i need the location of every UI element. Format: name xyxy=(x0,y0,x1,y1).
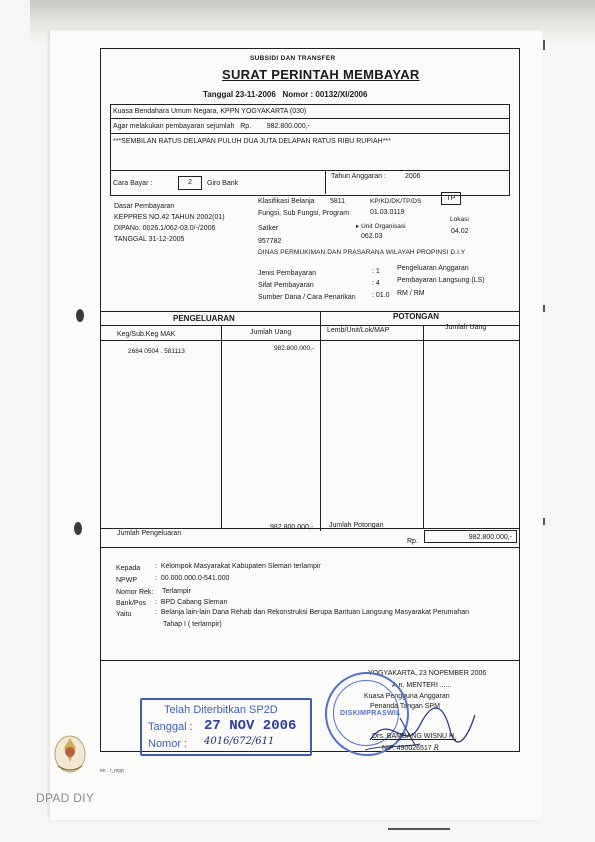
total-label: Jumlah Pengeluaran xyxy=(117,530,182,537)
colon: : xyxy=(155,599,157,606)
cara-bayar-text: Giro Bank xyxy=(207,180,239,187)
form-title: SURAT PERINTAH MEMBAYAR xyxy=(222,67,420,82)
klasifikasi-value: 5811 xyxy=(330,198,346,205)
stamp-line1: Telah Diterbitkan SP2D xyxy=(164,704,278,716)
colon: : xyxy=(155,609,157,616)
terbilang-text: ***SEMBILAN RATUS DELAPAN PULUH DUA JUTA DELAPAN RATUS RIBU RUPIAH*** xyxy=(113,138,391,145)
dasar-line: TANGGAL 31-12-2005 xyxy=(114,236,185,243)
rp-label: Rp. xyxy=(407,538,418,545)
klasifikasi-label: Klasifikasi Belanja xyxy=(258,198,315,205)
satker-value: 957782 xyxy=(258,238,282,245)
stamp-tanggal-label: Tanggal : xyxy=(148,721,193,733)
jenis-text: Pengeluaran Anggaran xyxy=(397,265,469,272)
dasar-line: KEPPRES NO.42 TAHUN 2002(01) xyxy=(114,214,225,221)
fungsi-label: Fungsi, Sub Fungsi, Program xyxy=(258,210,350,217)
agar-line xyxy=(113,123,310,130)
fungsi-value: 01.03.0119 xyxy=(370,209,405,216)
table-col xyxy=(423,325,424,528)
agar-rp: Rp. xyxy=(240,123,252,130)
yogyakarta-emblem-logo xyxy=(50,728,90,776)
sp2d-stamp xyxy=(140,698,312,756)
stamp-nomor-label: Nomor : xyxy=(148,738,188,750)
norek-value: Terlampir xyxy=(162,588,191,595)
bank-text: BPD Cabang Sleman xyxy=(160,599,228,606)
yaitu-value xyxy=(155,609,469,616)
kepada-value xyxy=(155,563,321,570)
form-subtitle: SUBSIDI DAN TRANSFER xyxy=(250,55,336,62)
yaitu-label: Yaitu xyxy=(116,611,132,618)
tanggal-label: Tanggal xyxy=(203,90,234,99)
kode-label: KP/KD/DK/TP/DS xyxy=(370,198,422,205)
dasar-label: Dasar Pembayaran xyxy=(114,203,175,210)
unit-org-text: Unit Organisasi xyxy=(361,223,406,230)
sign-kuasa: Kuasa Pengguna Anggaran xyxy=(364,693,450,700)
table-col xyxy=(320,311,321,531)
sign-nip xyxy=(382,744,439,752)
jenis-label: Jenis Pembayaran xyxy=(258,270,316,277)
bank-label: Bank/Pos xyxy=(116,600,146,607)
sign-penanda: Penanda Tangan SPM xyxy=(370,703,440,710)
dinas-name: DINAS PERMUKIMAN DAN PRASARANA WILAYAH PROPINSI D.I.Y xyxy=(258,249,466,256)
row-keg: 2684 0504 . 581113 xyxy=(128,348,185,355)
potongan-header: POTONGAN xyxy=(393,312,440,321)
cara-bayar-code: 2 xyxy=(178,176,202,190)
stamp-nomor-value: 4016/672/611 xyxy=(204,736,275,747)
agar-label: Agar melakukan pembayaran sejumlah xyxy=(113,123,235,130)
col-jumlah-potongan: Jumlah Uang xyxy=(445,324,487,331)
bottom-mark xyxy=(388,828,450,830)
tanggal-value: 23-11-2006 xyxy=(235,90,276,99)
punch-hole-top xyxy=(76,309,84,322)
kuasa-bendahara: Kuasa Bendahara Umum Negara, KPPN YOGYAKARTA (030) xyxy=(113,108,307,115)
col-jumlah: Jumlah Uang xyxy=(250,329,292,336)
unit-organisasi-label: ▸ Unit Organisasi xyxy=(356,223,406,230)
sifat-code: : 4 xyxy=(372,280,380,287)
kepada-text: Kelompok Masyarakat Kabupaten Sleman terlampir xyxy=(160,563,321,570)
norek-label: Nomor Rek: xyxy=(116,589,154,596)
total-value: 982.800.000,- xyxy=(270,524,314,531)
npwp-value xyxy=(155,575,229,582)
table-col xyxy=(221,325,222,528)
form-date-line xyxy=(203,90,367,99)
table-divider xyxy=(101,547,519,548)
divider xyxy=(325,170,326,194)
dasar-line: DIPANo. 0026.1/062-03.0/-/2006 xyxy=(114,225,216,232)
kepada-label: Kepada xyxy=(116,565,141,572)
row-amount: 982.800.000,- xyxy=(274,345,315,352)
npwp-label: NPWP xyxy=(116,577,137,584)
edge-mark xyxy=(543,305,545,312)
sumber-label: Sumber Dana / Cara Penarikan xyxy=(258,294,356,301)
col-keg: Keg/Sub.Keg MAK xyxy=(117,331,176,338)
npwp-text: 00.000.000.0-541.000 xyxy=(160,575,230,582)
footer-small-text: en . r_mpp xyxy=(100,768,124,774)
edge-mark xyxy=(543,518,545,525)
watermark-text: DPAD DIY xyxy=(36,791,95,805)
sign-name: Drs. BAMBANG WISNU H. xyxy=(372,733,457,740)
tahun-anggaran-label: Tahun Anggaran : xyxy=(331,173,386,180)
kode-value: TP xyxy=(441,192,461,205)
cara-bayar-label: Cara Bayar : xyxy=(113,180,153,187)
divider xyxy=(110,170,509,171)
sifat-text: Pembayaran Langsung (LS) xyxy=(397,277,485,284)
lokasi-value: 04.02 xyxy=(451,228,469,235)
table-divider xyxy=(101,340,519,341)
edge-mark xyxy=(543,40,545,50)
sumber-text: RM / RM xyxy=(397,290,425,297)
sign-place-date: YOGYAKARTA, 23 NOPEMBER 2006 xyxy=(368,670,487,677)
pengeluaran-header: PENGELUARAN xyxy=(173,314,235,323)
sign-an: A.n. MENTERI ...... xyxy=(392,682,452,689)
nip-mark: R xyxy=(433,744,439,752)
col-lemb: Lemb/Unit/Lok/MAP xyxy=(327,327,390,334)
nip-text: NIP. 490026517 xyxy=(382,745,432,752)
colon: : xyxy=(155,575,157,582)
punch-hole-bottom xyxy=(74,522,82,535)
jenis-code: : 1 xyxy=(372,268,380,275)
tahun-anggaran-value: 2006 xyxy=(405,173,421,180)
potongan-label: Jumlah Potongan xyxy=(329,522,384,529)
stamp-tanggal-value: 27 NOV 2006 xyxy=(204,718,297,734)
divider xyxy=(110,118,509,119)
yaitu-line2: Tahap I ( terlampir) xyxy=(163,621,222,628)
unit-value: 062.03 xyxy=(361,233,383,240)
table-top xyxy=(101,311,519,312)
nomor-value: 00132/XI/2006 xyxy=(315,90,368,99)
sumber-code: : 01.0 xyxy=(372,292,390,299)
seal-text: DISKIMPRASWIL xyxy=(340,710,401,717)
net-value: 982.800.000,- xyxy=(424,530,517,543)
lokasi-label: Lokasi xyxy=(450,216,469,223)
yaitu-line1: Belanja lain-lain Dana Rehab dan Rekonstruksi Berupa Bantuan Langsung Masyarakat Perumahan xyxy=(160,609,470,616)
signature-divider xyxy=(101,660,519,661)
agar-amount: 982.800.000,- xyxy=(266,123,310,130)
divider xyxy=(110,133,509,134)
colon: : xyxy=(155,563,157,570)
satker-label: Satker xyxy=(258,225,279,232)
sifat-label: Sifat Pembayaran xyxy=(258,282,314,289)
bank-value xyxy=(155,599,227,606)
nomor-label: Nomor : xyxy=(282,90,314,99)
